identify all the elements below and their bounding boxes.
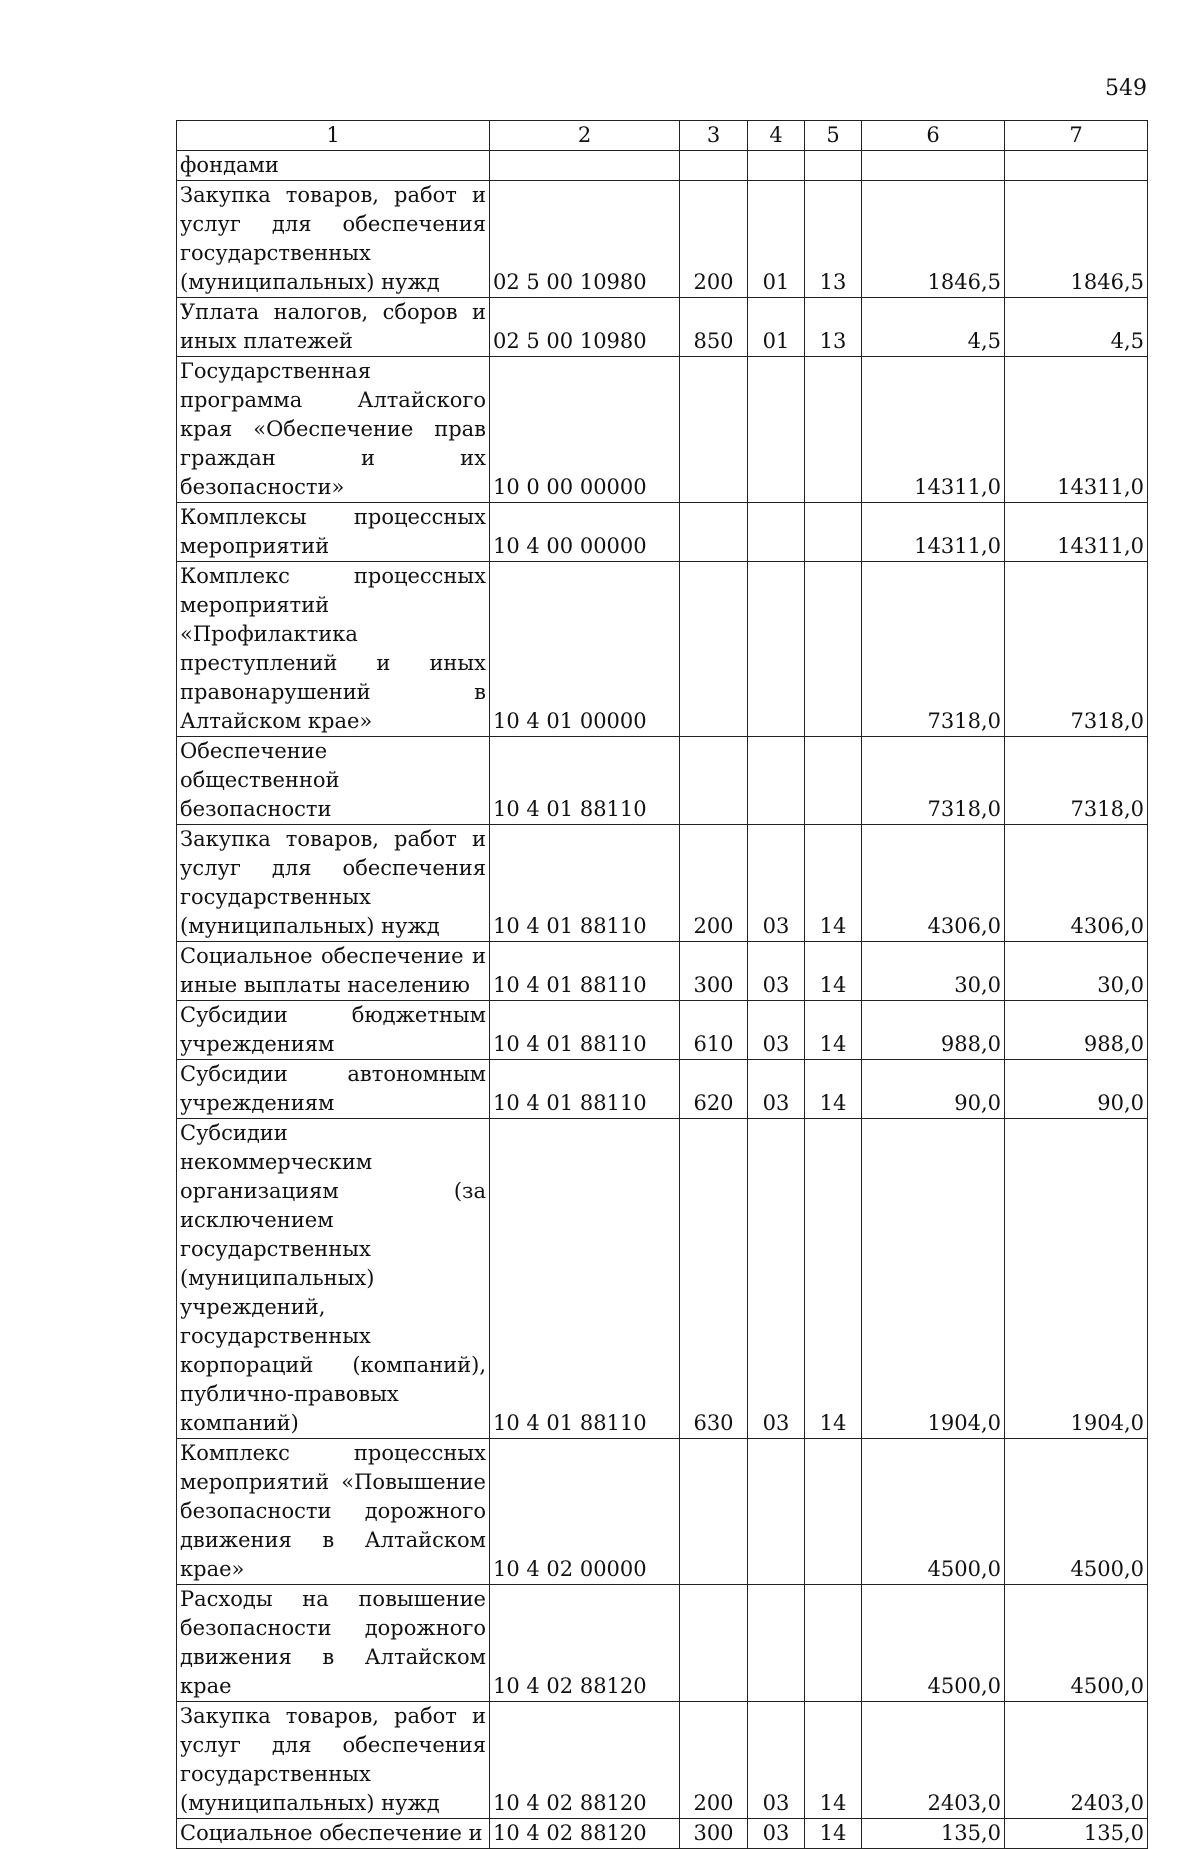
row-code-cell: 02 5 00 10980 (490, 298, 680, 357)
row-sum-2-cell: 2403,0 (1005, 1702, 1148, 1819)
page-number: 549 (1105, 76, 1147, 101)
row-pr-cell (805, 1439, 862, 1585)
row-sum-2-cell: 7318,0 (1005, 562, 1148, 737)
row-code-cell: 10 4 01 88110 (490, 1060, 680, 1119)
row-sum-2-cell: 14311,0 (1005, 357, 1148, 503)
row-sum-2-cell: 4500,0 (1005, 1439, 1148, 1585)
row-rz-cell: 03 (748, 1001, 805, 1060)
row-sum-1-cell (862, 151, 1005, 181)
row-sum-1-cell: 7318,0 (862, 737, 1005, 825)
row-name-cell: фондами (177, 151, 490, 181)
column-header: 2 (490, 121, 680, 151)
column-header: 7 (1005, 121, 1148, 151)
row-vr-cell: 200 (680, 825, 748, 942)
row-sum-2-cell: 7318,0 (1005, 737, 1148, 825)
row-name-cell: Социальное обеспечение и иные выплаты населению (177, 942, 490, 1001)
row-code-cell: 10 4 01 88110 (490, 1119, 680, 1439)
row-sum-2-cell: 4306,0 (1005, 825, 1148, 942)
row-sum-2-cell: 30,0 (1005, 942, 1148, 1001)
row-sum-2-cell: 4,5 (1005, 298, 1148, 357)
row-vr-cell (680, 151, 748, 181)
row-name-cell: Комплекс процессных мероприятий «Повышение безопасности дорожного движения в Алтайском крае» (177, 1439, 490, 1585)
row-code-cell: 10 4 02 88120 (490, 1702, 680, 1819)
row-pr-cell: 13 (805, 298, 862, 357)
row-pr-cell: 13 (805, 181, 862, 298)
row-vr-cell: 200 (680, 1702, 748, 1819)
row-name-cell: Расходы на повышение безопасности дорожного движения в Алтайском крае (177, 1585, 490, 1702)
row-sum-1-cell: 135,0 (862, 1819, 1005, 1849)
column-header: 3 (680, 121, 748, 151)
row-pr-cell: 14 (805, 825, 862, 942)
row-code-cell: 10 4 02 88120 (490, 1819, 680, 1849)
column-header: 1 (177, 121, 490, 151)
row-vr-cell: 620 (680, 1060, 748, 1119)
budget-table (176, 120, 1148, 1849)
row-name-cell: Субсидии некоммерческим организациям (за исключением государственных (муниципальных) учреждений, государственных корпораций (компаний), публично-правовых компаний) (177, 1119, 490, 1439)
row-name-cell: Закупка товаров, работ и услуг для обеспечения государственных (муниципальных) нужд (177, 825, 490, 942)
row-sum-2-cell: 1904,0 (1005, 1119, 1148, 1439)
row-sum-1-cell: 988,0 (862, 1001, 1005, 1060)
table-header-row (177, 121, 1148, 151)
row-code-cell: 10 4 01 00000 (490, 562, 680, 737)
row-rz-cell (748, 1585, 805, 1702)
row-rz-cell: 03 (748, 825, 805, 942)
row-pr-cell: 14 (805, 1702, 862, 1819)
row-sum-2-cell (1005, 151, 1148, 181)
table-row (177, 942, 1148, 1001)
row-sum-2-cell: 988,0 (1005, 1001, 1148, 1060)
row-sum-1-cell: 30,0 (862, 942, 1005, 1001)
row-code-cell: 10 4 01 88110 (490, 825, 680, 942)
table-row (177, 737, 1148, 825)
row-name-cell: Обеспечение общественной безопасности (177, 737, 490, 825)
row-name-cell: Социальное обеспечение и (177, 1819, 490, 1849)
table-row (177, 298, 1148, 357)
row-sum-1-cell: 4,5 (862, 298, 1005, 357)
table-row (177, 503, 1148, 562)
row-pr-cell: 14 (805, 1119, 862, 1439)
row-rz-cell (748, 737, 805, 825)
row-sum-1-cell: 4500,0 (862, 1585, 1005, 1702)
row-vr-cell (680, 562, 748, 737)
table-row (177, 357, 1148, 503)
row-sum-1-cell: 1904,0 (862, 1119, 1005, 1439)
row-name-cell: Государственная программа Алтайского края «Обеспечение прав граждан и их безопасности» (177, 357, 490, 503)
row-vr-cell: 630 (680, 1119, 748, 1439)
table-row (177, 1702, 1148, 1819)
row-sum-1-cell: 1846,5 (862, 181, 1005, 298)
row-sum-1-cell: 14311,0 (862, 357, 1005, 503)
row-code-cell: 10 4 01 88110 (490, 942, 680, 1001)
row-name-cell: Комплексы процессных мероприятий (177, 503, 490, 562)
row-pr-cell: 14 (805, 1819, 862, 1849)
row-sum-2-cell: 14311,0 (1005, 503, 1148, 562)
table-row (177, 1439, 1148, 1585)
table-row (177, 181, 1148, 298)
row-vr-cell (680, 357, 748, 503)
row-rz-cell (748, 151, 805, 181)
row-pr-cell (805, 562, 862, 737)
table-row (177, 1060, 1148, 1119)
row-code-cell (490, 151, 680, 181)
row-pr-cell (805, 503, 862, 562)
row-pr-cell (805, 1585, 862, 1702)
row-pr-cell (805, 737, 862, 825)
row-rz-cell: 03 (748, 1119, 805, 1439)
row-name-cell: Уплата налогов, сборов и иных платежей (177, 298, 490, 357)
row-code-cell: 10 4 00 00000 (490, 503, 680, 562)
table-row (177, 151, 1148, 181)
row-vr-cell (680, 1585, 748, 1702)
row-rz-cell: 01 (748, 181, 805, 298)
row-vr-cell: 300 (680, 942, 748, 1001)
row-pr-cell: 14 (805, 942, 862, 1001)
row-name-cell: Комплекс процессных мероприятий «Профилактика преступлений и иных правонарушений в Алтайском крае» (177, 562, 490, 737)
row-pr-cell (805, 151, 862, 181)
row-pr-cell: 14 (805, 1060, 862, 1119)
row-vr-cell: 610 (680, 1001, 748, 1060)
row-code-cell: 10 0 00 00000 (490, 357, 680, 503)
row-rz-cell (748, 1439, 805, 1585)
row-rz-cell: 01 (748, 298, 805, 357)
row-sum-2-cell: 90,0 (1005, 1060, 1148, 1119)
row-sum-2-cell: 1846,5 (1005, 181, 1148, 298)
column-header: 5 (805, 121, 862, 151)
row-rz-cell (748, 562, 805, 737)
row-name-cell: Субсидии бюджетным учреждениям (177, 1001, 490, 1060)
row-code-cell: 10 4 02 88120 (490, 1585, 680, 1702)
row-name-cell: Закупка товаров, работ и услуг для обеспечения государственных (муниципальных) нужд (177, 1702, 490, 1819)
table-row (177, 825, 1148, 942)
row-rz-cell: 03 (748, 942, 805, 1001)
table-body (177, 151, 1148, 1849)
row-sum-1-cell: 14311,0 (862, 503, 1005, 562)
row-sum-2-cell: 135,0 (1005, 1819, 1148, 1849)
row-name-cell: Субсидии автономным учреждениям (177, 1060, 490, 1119)
row-name-cell: Закупка товаров, работ и услуг для обеспечения государственных (муниципальных) нужд (177, 181, 490, 298)
row-code-cell: 10 4 01 88110 (490, 1001, 680, 1060)
row-sum-1-cell: 2403,0 (862, 1702, 1005, 1819)
row-sum-1-cell: 90,0 (862, 1060, 1005, 1119)
row-rz-cell (748, 503, 805, 562)
row-vr-cell: 200 (680, 181, 748, 298)
table-row (177, 1585, 1148, 1702)
row-vr-cell (680, 737, 748, 825)
row-sum-1-cell: 7318,0 (862, 562, 1005, 737)
row-vr-cell (680, 1439, 748, 1585)
table-row (177, 1119, 1148, 1439)
row-rz-cell (748, 357, 805, 503)
table-row (177, 1001, 1148, 1060)
row-rz-cell: 03 (748, 1819, 805, 1849)
row-vr-cell: 850 (680, 298, 748, 357)
row-vr-cell: 300 (680, 1819, 748, 1849)
row-pr-cell: 14 (805, 1001, 862, 1060)
row-sum-1-cell: 4500,0 (862, 1439, 1005, 1585)
row-sum-1-cell: 4306,0 (862, 825, 1005, 942)
column-header: 4 (748, 121, 805, 151)
row-sum-2-cell: 4500,0 (1005, 1585, 1148, 1702)
row-rz-cell: 03 (748, 1060, 805, 1119)
row-code-cell: 10 4 02 00000 (490, 1439, 680, 1585)
column-header: 6 (862, 121, 1005, 151)
row-vr-cell (680, 503, 748, 562)
table-row (177, 562, 1148, 737)
row-rz-cell: 03 (748, 1702, 805, 1819)
row-pr-cell (805, 357, 862, 503)
row-code-cell: 02 5 00 10980 (490, 181, 680, 298)
row-code-cell: 10 4 01 88110 (490, 737, 680, 825)
table-row (177, 1819, 1148, 1849)
